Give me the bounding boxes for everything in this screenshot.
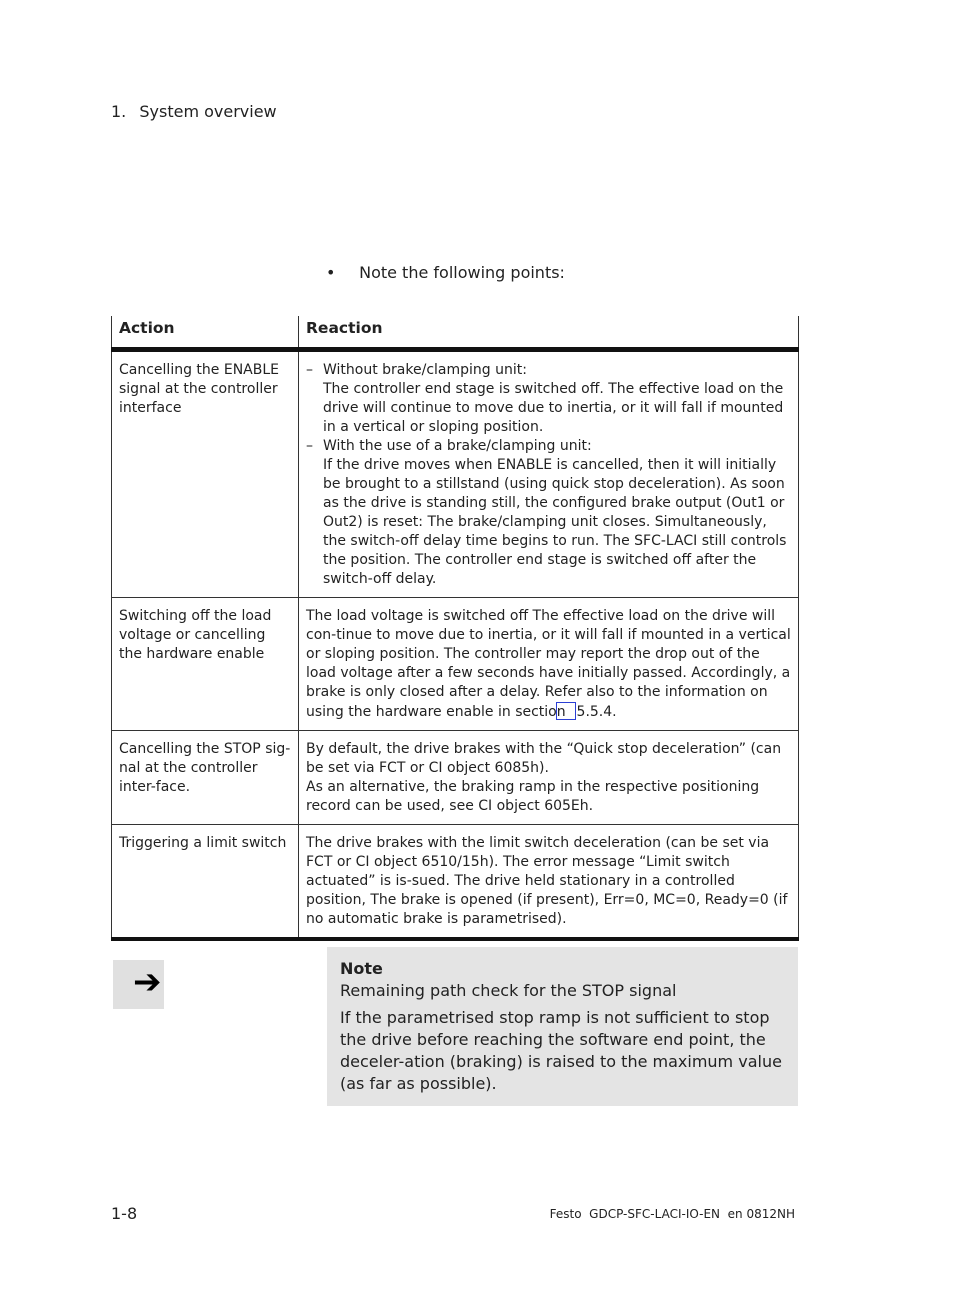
reaction-item-title: Without brake/clamping unit:	[323, 362, 527, 378]
note-subtitle: Remaining path check for the STOP signal	[340, 981, 677, 1000]
table-row	[112, 350, 799, 598]
reaction-text: The load voltage is switched off The effective load on the drive will con-tinue to move due to inertia, or it will fall if mounted in a vertical or sloping position. The controller may report the drop out of the load voltage after a few seconds have initially passed. Accordingly, a brake is only closed after a delay. Refer also to the information on using the hardware enable in section	[306, 608, 791, 720]
column-header-action: Action	[112, 316, 299, 350]
reaction-item-title: With the use of a brake/clamping unit:	[323, 438, 592, 454]
action-cell: Cancelling the STOP sig-nal at the controller inter-face.	[112, 731, 299, 825]
note-icon-box	[113, 960, 164, 1009]
reaction-cell	[299, 731, 799, 825]
table-header-row	[112, 316, 799, 350]
chapter-number: 1.	[111, 102, 127, 121]
arrow-right-icon: ➔	[133, 962, 162, 1002]
dash-marker: –	[306, 362, 313, 378]
note-box	[327, 947, 798, 1106]
note-body: If the parametrised stop ramp is not sufficient to stop the drive before reaching the software end point, the deceler-ation (braking) is raised to the maximum value (as far as possible).	[340, 1008, 782, 1093]
reaction-cell	[299, 598, 799, 731]
section-reference-link[interactable]: 5.5.4	[576, 704, 613, 720]
intro-text: Note the following points:	[359, 263, 565, 282]
action-reaction-table	[111, 316, 799, 941]
dash-marker: –	[306, 438, 313, 454]
table-row	[112, 731, 799, 825]
action-cell: Cancelling the ENABLE signal at the controller interface	[112, 350, 299, 598]
bullet-point: •	[326, 263, 336, 282]
reaction-list-item	[306, 361, 791, 437]
chapter-title: System overview	[139, 102, 277, 121]
document-id: Festo GDCP-SFC-LACI-IO-EN en 0812NH	[549, 1207, 795, 1221]
table-row	[112, 598, 799, 731]
reaction-cell: The drive brakes with the limit switch deceleration (can be set via FCT or CI object 6510/15h). The error message “Limit switch actuated” is is-sued. The drive held stationary in a controlled position, The brake is opened (if present), Err=0, MC=0, Ready=0 (if no automatic brake is parametrised).	[299, 825, 799, 940]
reaction-text: As an alternative, the braking ramp in the respective positioning record can be used, see CI object 605Eh.	[306, 779, 760, 814]
reaction-text: By default, the drive brakes with the “Quick stop deceleration” (can be set via FCT or CI object 6085h).	[306, 741, 782, 776]
reaction-cell	[299, 350, 799, 598]
reaction-item-body: If the drive moves when ENABLE is cancelled, then it will initially be brought to a stillstand (using quick stop deceleration). As soon as the drive is standing still, the configured brake output (Out1 or Out2) is reset: The brake/clamping unit closes. Simultaneously, the switch-off delay time begins to run. The SFC-LACI still controls the position. The controller end stage is switched off after the switch-off delay.	[323, 457, 787, 587]
section-link-highlight[interactable]	[556, 702, 576, 720]
action-cell: Triggering a limit switch	[112, 825, 299, 940]
action-cell: Switching off the load voltage or cancelling the hardware enable	[112, 598, 299, 731]
note-title: Note	[340, 959, 383, 978]
column-header-reaction: Reaction	[299, 316, 799, 350]
page-number: 1-8	[111, 1204, 138, 1223]
reaction-text-end: .	[612, 704, 617, 720]
table-row	[112, 825, 799, 940]
reaction-item-body: The controller end stage is switched off. The effective load on the drive will continue to move due to inertia, or it will fall if mounted in a vertical or sloping position.	[323, 381, 784, 435]
reaction-list-item	[306, 437, 791, 589]
chapter-header	[111, 102, 277, 121]
intro-bullet	[326, 263, 565, 282]
